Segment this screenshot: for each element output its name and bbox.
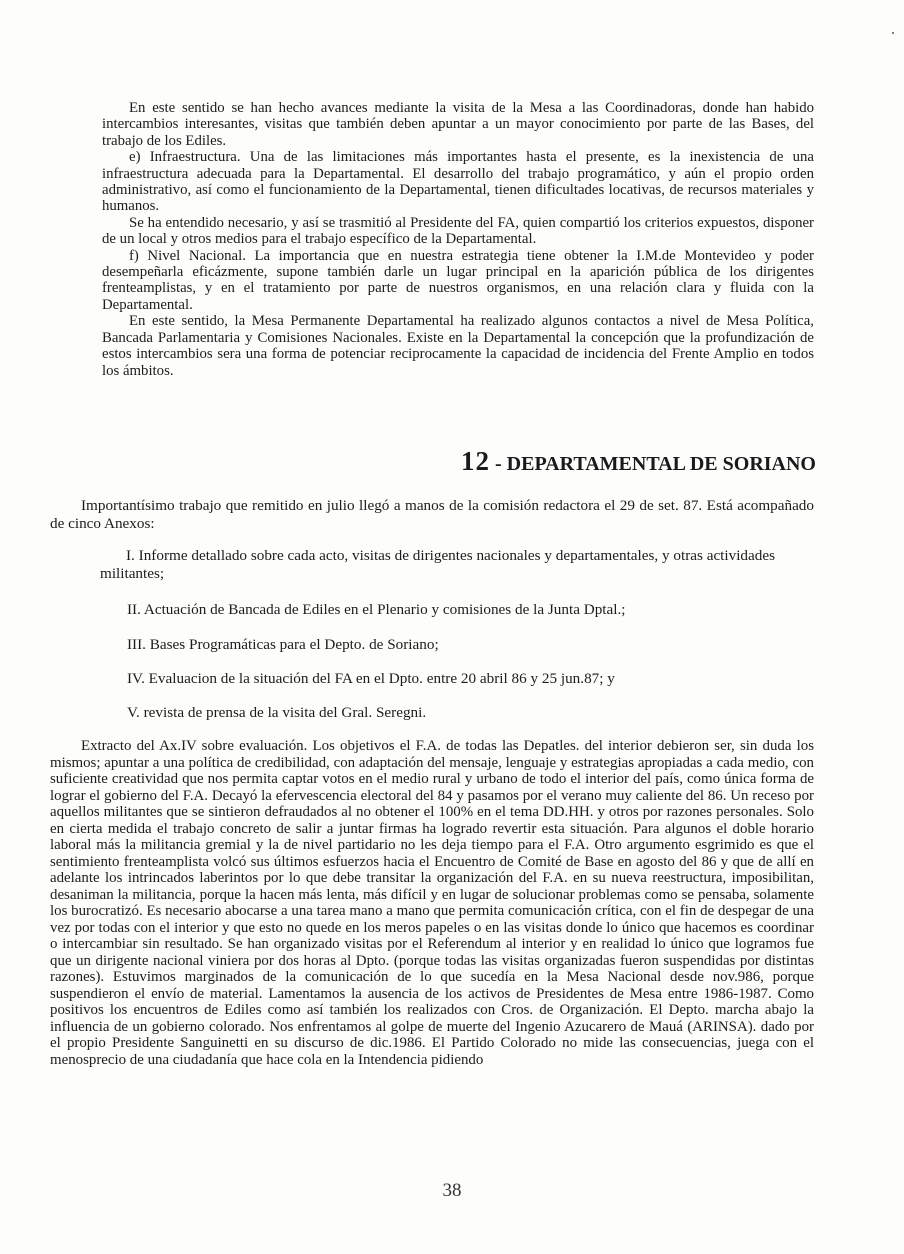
paragraph: En este sentido, la Mesa Permanente Departamental ha realizado algunos contactos a nivel de Mesa Política, Bancada Parlamentaria y Comisiones Nacionales. Existe en la Departamental la concepción que la profundización de estos intercambios sera una forma de potenciar reciprocamente la capacidad de incidencia del Frente Amplio en todos los ámbitos. <box>102 313 814 379</box>
intro-paragraph: Importantísimo trabajo que remitido en julio llegó a manos de la comisión redactora el 29 de set. 87. Está acompañado de cinco Anexos: <box>50 497 814 532</box>
top-text-block <box>102 100 814 379</box>
scan-speck <box>892 32 894 34</box>
annex-item: I. Informe detallado sobre cada acto, visitas de dirigentes nacionales y departamentales, y otras actividades militantes; <box>100 547 776 582</box>
paragraph: f) Nivel Nacional. La importancia que en nuestra estrategia tiene obtener la I.M.de Montevideo y poder desempeñarla eficázmente, supone también darle un lugar principal en la aparición pública de los dirigentes frenteamplistas, y en el tratamiento por parte de nuestros organismos, en una relación clara y fluida con la Departamental. <box>102 247 814 313</box>
body-block <box>50 738 814 1068</box>
section-title: - DEPARTAMENTAL DE SORIANO <box>495 453 816 475</box>
section-heading <box>380 446 816 477</box>
annex-item: V. revista de prensa de la visita del Gral. Seregni. <box>127 704 427 721</box>
paragraph: e) Infraestructura. Una de las limitaciones más importantes hasta el presente, es la inexistencia de una infraestructura adecuada para la Departamental. El desarrollo del trabajo programático, y aún el propio orden administrativo, así como el funcionamiento de la Departamental, tienen dificultades locativas, de recursos materiales y humanos. <box>102 149 814 215</box>
paragraph: En este sentido se han hecho avances mediante la visita de la Mesa a las Coordinadoras, donde han habido intercambios interesantes, visitas que también deben apuntar a un mayor conocimiento por parte de las Bases, del trabajo de los Ediles. <box>102 100 814 149</box>
annex-item: II. Actuación de Bancada de Ediles en el Plenario y comisiones de la Junta Dptal.; <box>127 601 626 618</box>
paragraph: Se ha entendido necesario, y así se trasmitió al Presidente del FA, quien compartió los criterios expuestos, disponer de un local y otros medios para el trabajo específico de la Departamental. <box>102 214 814 248</box>
annex-item: III. Bases Programáticas para el Depto. de Soriano; <box>127 636 439 653</box>
page-number: 38 <box>442 1180 462 1201</box>
section-number: 12 <box>461 446 490 476</box>
body-paragraph: Extracto del Ax.IV sobre evaluación. Los objetivos el F.A. de todas las Depatles. del interior debieron ser, sin duda los mismos; apuntar a una política de credibilidad, con adaptación del mensaje, lenguaje y estrategias apropiadas a cada medio, con suficiente creatividad que nos permita captar votos en el medio rural y urbano de todo el interior del país, como única forma de lograr el gobierno del F.A. Decayó la efervescencia electoral del 84 y pasamos por el verano muy caliente del 86. Un receso por aquellos militantes que se sintieron defraudados al no obtener el 100% en el tema DD.HH. y otros por razones personales. Solo en cierta medida el trabajo concreto de salir a juntar firmas ha logrado revertir esta situación. Para algunos el doble horario laboral más la militancia gremial y la de nivel partidario no les deja tiempo para el F.A. Otro argumento esgrimido es que el sentimiento frenteamplista volcó sus últimos esfuerzos hacia el Encuentro de Comité de Base en agosto del 86 y que de allí en adelante los intrincados laberintos por lo que debe transitar la organización del F.A. en su nueva reestructura, imposibilitan, desaniman la militancia, porque la hacen más lenta, más difícil y en lugar de solucionar problemas como se pensaba, solamente los burocratizó. Es necesario abocarse a una tarea mano a mano que permita comunicación crítica, con el fin de despegar de una vez por todas con el interior y que esto no quede en los meros papeles o en las visitas donde lo único que hacemos es coordinar o intercambiar sin resultado. Se han organizado visitas por el Referendum al interior y en realidad lo único que logramos fue que un dirigente nacional viniera por dos horas al Dpto. (porque todas las visitas organizadas fueron suspendidas por distintas razones). Estuvimos marginados de la comunicación de lo que sucedía en la Mesa Nacional desde nov.986, porque suspendieron el envío de material. Lamentamos la ausencia de los activos de Presidentes de Mesa entre 1986-1987. Como positivos los encuentros de Ediles como así también los realizados con Cros. de Organización. El Depto. marcha abajo la influencia de un gobierno colorado. Nos enfrentamos al golpe de muerte del Ingenio Azucarero de Mauá (ARINSA). dado por el propio Presidente Sanguinetti en su discurso de dic.1986. El Partido Colorado no mide las consecuencias, juega con el menosprecio de una ciudadanía que hace cola en la Intendencia pidiendo <box>50 738 814 1068</box>
annex-item: IV. Evaluacion de la situación del FA en el Dpto. entre 20 abril 86 y 25 jun.87; y <box>127 670 615 687</box>
intro-block <box>50 497 814 532</box>
